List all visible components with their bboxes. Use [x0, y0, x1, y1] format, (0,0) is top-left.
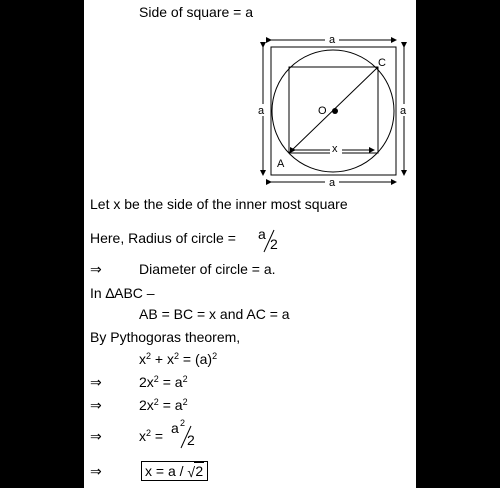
equation-4: $x^2$ =: [139, 428, 164, 444]
left-label: a: [258, 105, 265, 117]
top-label: a: [329, 34, 336, 46]
implies-arrow-3: ⇒: [90, 397, 102, 413]
equation-3: $2x^2 = a^2$: [139, 397, 188, 413]
implies-arrow-4: ⇒: [90, 428, 102, 444]
radius-denominator: 2: [270, 236, 278, 252]
right-label: a: [400, 105, 407, 117]
implies-arrow-1: ⇒: [90, 261, 102, 277]
center-dot: [332, 108, 338, 114]
triangle-abc-line: In ∆ABC –: [90, 285, 155, 301]
bottom-label: a: [329, 177, 336, 189]
final-answer-prefix: x = a /: [145, 463, 184, 479]
heading-side-of-square: Side of square = a: [139, 4, 254, 20]
final-answer-box: [141, 461, 208, 481]
sqrt-symbol: √ 2: [187, 463, 204, 480]
radius-fraction: [258, 226, 282, 254]
document-page: [84, 0, 416, 488]
equation-2: $2x^2 = a^2$: [139, 374, 188, 390]
implies-arrow-5: ⇒: [90, 463, 102, 479]
diameter-line: Diameter of circle = a.: [139, 261, 276, 277]
eq4-numerator: a: [171, 420, 179, 436]
point-c-label: C: [378, 57, 386, 69]
pythagoras-line: By Pythogoras theorem,: [90, 329, 241, 345]
equation-4-fraction: a 2 2: [171, 418, 195, 448]
implies-arrow-2: ⇒: [90, 374, 102, 390]
eq4-denominator: 2: [187, 432, 195, 448]
radius-line: Here, Radius of circle =: [90, 230, 236, 246]
point-a-label: A: [277, 158, 285, 170]
ab-bc-line: AB = BC = x and AC = a: [139, 306, 290, 322]
equation-1: $x^2 + x^2 = (a)^2$: [139, 351, 218, 367]
square-circle-figure: [84, 0, 416, 190]
let-x-line: Let x be the side of the inner most square: [90, 196, 348, 212]
x-label: x: [332, 143, 338, 155]
point-o-label: O: [318, 105, 327, 117]
radius-numerator: a: [258, 226, 266, 242]
